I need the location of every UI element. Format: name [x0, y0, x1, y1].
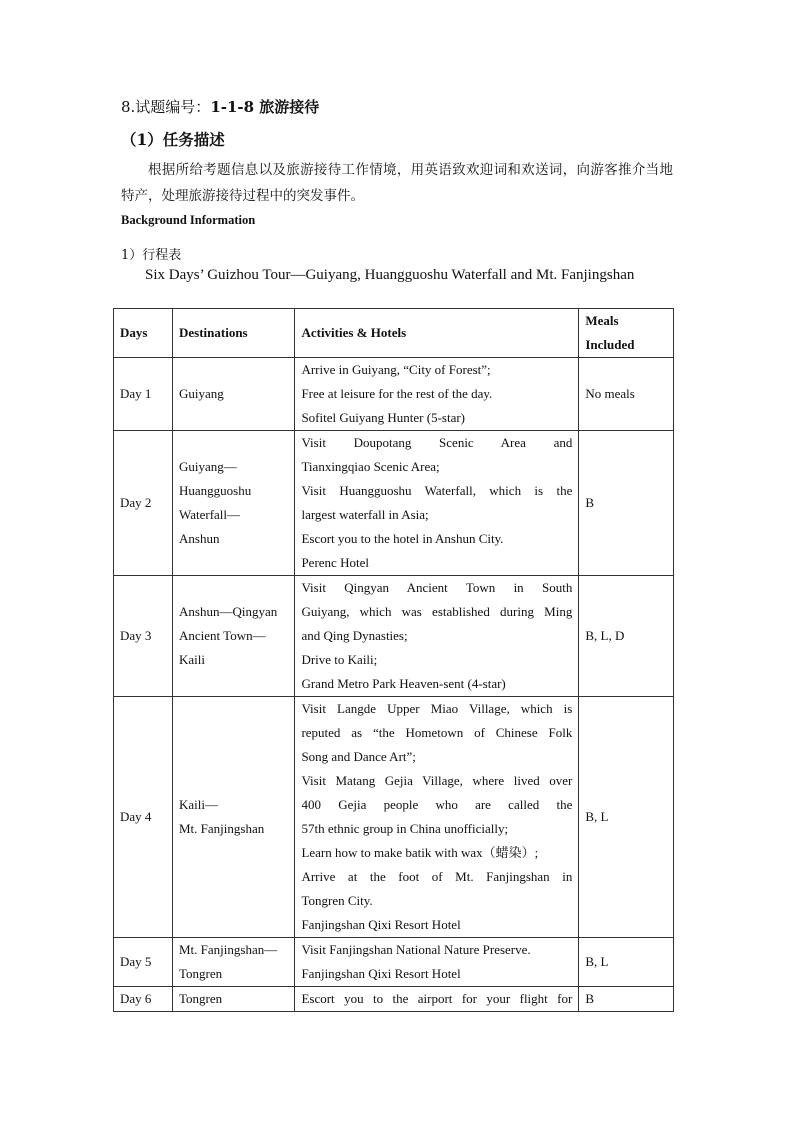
activity-line: largest waterfall in Asia;: [301, 507, 429, 522]
destination-line: Anshun: [179, 531, 220, 546]
cell-day: Day 5: [114, 938, 173, 987]
cell-meals: B, L, D: [579, 576, 674, 697]
cell-activities: [295, 576, 579, 697]
header-activities: Activities & Hotels: [295, 309, 579, 358]
cell-activities: [295, 358, 579, 431]
destination-line: Waterfall—: [179, 507, 241, 522]
activity-line: Sofitel Guiyang Hunter (5-star): [301, 410, 465, 425]
activity-line: Fanjingshan Qixi Resort Hotel: [301, 966, 461, 981]
cell-day: Day 1: [114, 358, 173, 431]
activity-line: and Qing Dynasties;: [301, 628, 408, 643]
header-destinations: Destinations: [173, 309, 295, 358]
activity-line: Arrive at the foot of Mt. Fanjingshan in: [301, 869, 573, 884]
destination-line: Kaili—: [179, 797, 218, 812]
activity-line: Visit Qingyan Ancient Town in South: [301, 580, 573, 595]
activity-line: Visit Matang Gejia Village, where lived over: [301, 773, 573, 788]
task-description-heading: （1）任务描述: [121, 130, 225, 149]
cell-destination: [173, 576, 295, 697]
cell-meals: B, L: [579, 938, 674, 987]
destination-line: Huangguoshu: [179, 483, 252, 498]
cell-activities: [295, 431, 579, 576]
table-row: [114, 987, 674, 1012]
destination-line: Guiyang—: [179, 459, 237, 474]
activity-line: Fanjingshan Qixi Resort Hotel: [301, 917, 461, 932]
cell-meals: No meals: [579, 358, 674, 431]
itinerary-body: [114, 358, 674, 1012]
destination-line: Ancient Town—: [179, 628, 266, 643]
activity-line: 400 Gejia people who are called the: [301, 797, 573, 812]
activity-line: Grand Metro Park Heaven-sent (4-star): [301, 676, 506, 691]
header-days: Days: [114, 309, 173, 358]
destination-line: Anshun—Qingyan: [179, 604, 278, 619]
activity-line: Visit Doupotang Scenic Area and: [301, 435, 573, 450]
table-row: [114, 938, 674, 987]
cell-destination: [173, 358, 295, 431]
header-meals: [579, 309, 674, 358]
tour-title: Six Days’ Guizhou Tour—Guiyang, Huangguoshu Waterfall and Mt. Fanjingshan: [145, 267, 635, 283]
destination-line: Mt. Fanjingshan: [179, 821, 265, 836]
activity-line: Visit Fanjingshan National Nature Preserve.: [301, 942, 531, 957]
cell-day: Day 6: [114, 987, 173, 1012]
header-meals-line1: Meals: [585, 313, 619, 328]
activity-line: Learn how to make batik with wax（蜡染）;: [301, 845, 539, 860]
question-number: 8.试题编号：: [121, 98, 211, 116]
task-description-text: 根据所给考题信息以及旅游接待工作情境，用英语致欢迎词和欢送词，向游客推介当地特产，处理旅游接待过程中的突发事件。: [121, 162, 673, 204]
table-row: [114, 576, 674, 697]
activity-line: 57th ethnic group in China unofficially;: [301, 821, 509, 836]
cell-meals: B: [579, 431, 674, 576]
cell-destination: [173, 697, 295, 938]
destination-line: Kaili: [179, 652, 205, 667]
activity-line: Drive to Kaili;: [301, 652, 378, 667]
activity-line: reputed as “the Hometown of Chinese Folk: [301, 725, 573, 740]
destination-line: Tongren: [179, 991, 223, 1006]
cell-activities: [295, 938, 579, 987]
cell-destination: [173, 431, 295, 576]
table-row: [114, 358, 674, 431]
cell-day: Day 2: [114, 431, 173, 576]
table-row: [114, 431, 674, 576]
table-header-row: [114, 309, 674, 358]
question-code: 1-1-8 旅游接待: [210, 98, 320, 116]
destination-line: Mt. Fanjingshan—: [179, 942, 278, 957]
cell-destination: [173, 987, 295, 1012]
cell-activities: [295, 697, 579, 938]
activity-line: Escort you to the airport for your flight for: [301, 991, 573, 1006]
activity-line: Tianxingqiao Scenic Area;: [301, 459, 440, 474]
cell-day: Day 4: [114, 697, 173, 938]
activity-line: Perenc Hotel: [301, 555, 369, 570]
activity-line: Song and Dance Art”;: [301, 749, 416, 764]
table-row: [114, 697, 674, 938]
itinerary-label: 1）行程表: [121, 248, 182, 263]
question-heading: [121, 96, 319, 117]
activity-line: Guiyang, which was established during Ming: [301, 604, 573, 619]
activity-line: Visit Huangguoshu Waterfall, which is the: [301, 483, 573, 498]
cell-destination: [173, 938, 295, 987]
itinerary-table: [113, 308, 674, 1012]
destination-line: Guiyang: [179, 386, 224, 401]
activity-line: Visit Langde Upper Miao Village, which is: [301, 701, 573, 716]
activity-line: Free at leisure for the rest of the day.: [301, 386, 493, 401]
background-information-label: Background Information: [121, 213, 256, 227]
cell-meals: B, L: [579, 697, 674, 938]
cell-meals: B: [579, 987, 674, 1012]
cell-activities: [295, 987, 579, 1012]
cell-day: Day 3: [114, 576, 173, 697]
activity-line: Tongren City.: [301, 893, 373, 908]
header-meals-line2: Included: [585, 337, 635, 352]
activity-line: Escort you to the hotel in Anshun City.: [301, 531, 504, 546]
destination-line: Tongren: [179, 966, 223, 981]
activity-line: Arrive in Guiyang, “City of Forest”;: [301, 362, 491, 377]
